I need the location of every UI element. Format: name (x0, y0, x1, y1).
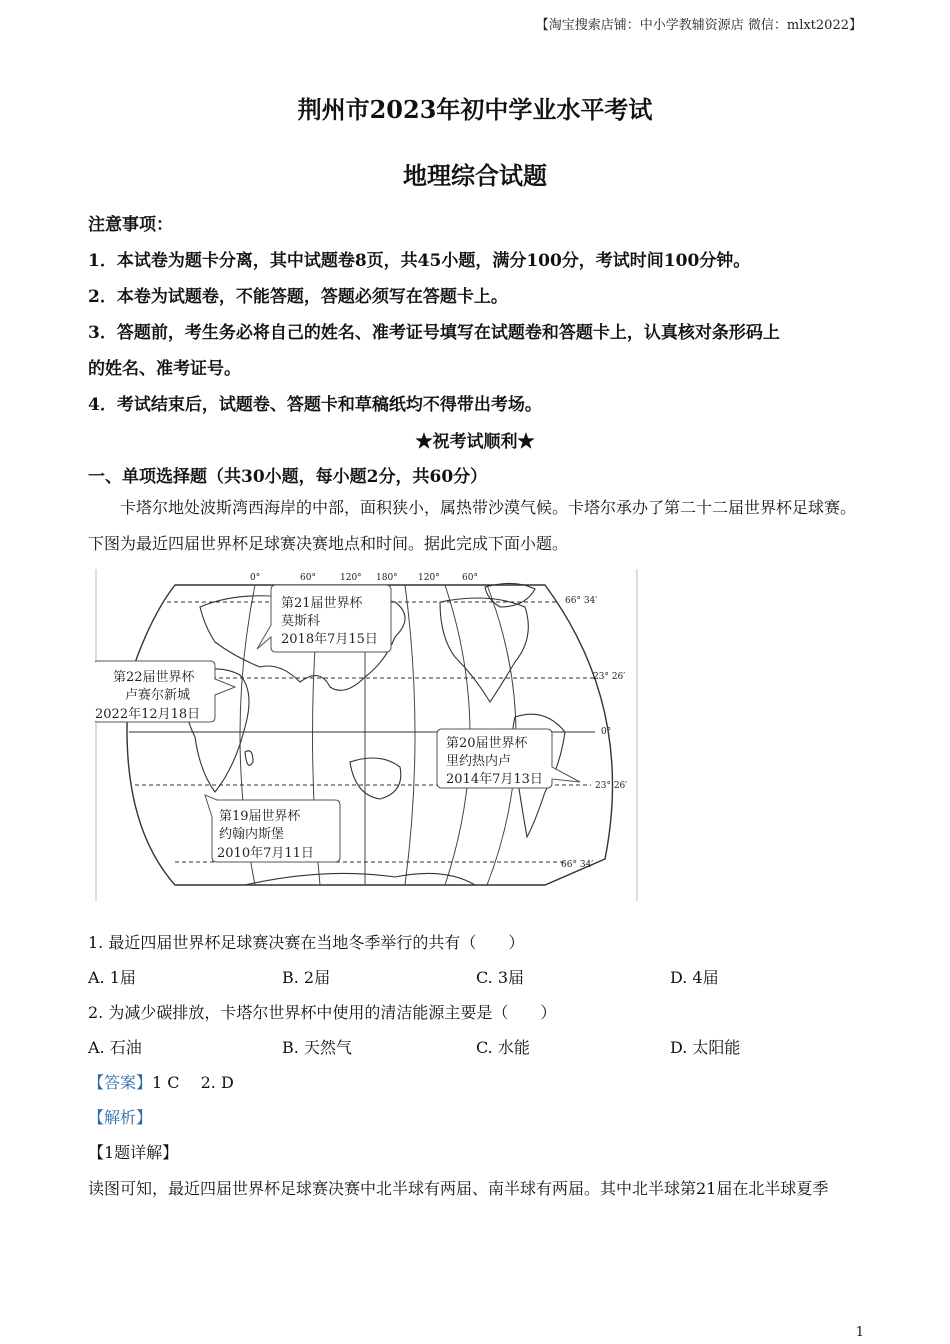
world-map (95, 567, 640, 903)
callout-line: 2018年7月15日 (281, 632, 378, 647)
answer-line (88, 1070, 234, 1093)
callout-lusail (95, 661, 235, 722)
analysis-label: 【解析】 (88, 1108, 153, 1127)
answer-text: 1 C 2. D (152, 1073, 234, 1092)
intro-text: 卡塔尔地处波斯湾西海岸的中部，面积狭小，属热带沙漠气候。卡塔尔承办了第二十二届世界杯足球赛。下图为最近四届世界杯足球赛决赛地点和时间。据此完成下面小题。 (88, 498, 857, 553)
lon-label: 120° (418, 573, 440, 583)
lon-label: 180° (376, 573, 398, 583)
notice-item-4: 4．考试结束后，试题卷、答题卡和草稿纸均不得带出考场。 (88, 395, 542, 415)
lon-label: 60° (462, 573, 478, 583)
good-luck-line: ★祝考试顺利★ (415, 432, 535, 452)
lon-label: 0° (250, 573, 261, 583)
question-2-stem: 2. 为减少碳排放，卡塔尔世界杯中使用的清洁能源主要是（ ） (88, 1003, 557, 1022)
answer-label: 【答案】 (88, 1073, 153, 1092)
callout-line: 2022年12月18日 (95, 707, 201, 722)
detail-text: 读图可知，最近四届世界杯足球赛决赛中北半球有两届、南半球有两届。其中北半球第21届在北半球夏季 (88, 1179, 829, 1198)
callout-line: 约翰内斯堡 (219, 827, 285, 842)
option-d: D. 4届 (670, 968, 719, 987)
option-c: C. 3届 (476, 968, 525, 987)
option-d: D. 太阳能 (670, 1038, 741, 1057)
callout-johannesburg (205, 795, 340, 862)
intro-paragraph (88, 490, 863, 562)
lon-label: 60° (300, 573, 316, 583)
callout-line: 第20届世界杯 (446, 736, 528, 751)
callout-moscow (257, 585, 391, 652)
callout-line: 2014年7月13日 (446, 772, 543, 787)
option-b: B. 天然气 (282, 1038, 352, 1057)
lat-label-antarctic: 66° 34′ (561, 860, 594, 870)
detail-label: 【1题详解】 (88, 1143, 179, 1162)
notice-item-3: 3．答题前，考生务必将自己的姓名、准考证号填写在试题卷和答题卡上，认真核对条形码上 (88, 323, 780, 343)
exam-title: 荆州市2023年初中学业水平考试 (297, 95, 653, 124)
lat-label-equator: 0° (601, 727, 612, 737)
australia-outline (350, 758, 401, 799)
page-number: 1 (855, 1325, 864, 1340)
callout-line: 第22届世界杯 (113, 670, 195, 685)
question-1-stem: 1. 最近四届世界杯足球赛决赛在当地冬季举行的共有（ ） (88, 933, 525, 952)
header-note: 【淘宝搜索店铺：中小学教辅资源店 微信：mlxt2022】 (535, 18, 862, 33)
callout-line: 2010年7月11日 (217, 846, 314, 861)
option-b: B. 2届 (282, 968, 331, 987)
option-c: C. 水能 (476, 1038, 530, 1057)
callout-rio (437, 729, 580, 788)
notice-item-2: 2．本卷为试题卷，不能答题，答题必须写在答题卡上。 (88, 287, 508, 307)
callout-line: 莫斯科 (281, 614, 321, 629)
greenland-outline (485, 583, 535, 607)
lat-label-tropic-n: 23° 26′ (593, 672, 626, 682)
callout-line: 第21届世界杯 (281, 596, 363, 611)
notice-item-3-cont: 的姓名、准考证号。 (88, 359, 241, 379)
option-a: A. 1届 (88, 968, 136, 987)
lat-label-tropic-s: 23° 26′ (595, 781, 628, 791)
callout-line: 卢赛尔新城 (125, 688, 191, 703)
lon-label: 120° (340, 573, 362, 583)
section-heading: 一、单项选择题（共30小题，每小题2分，共60分） (88, 467, 488, 487)
callout-line: 里约热内卢 (446, 754, 512, 769)
callout-line: 第19届世界杯 (219, 809, 301, 824)
madagascar-outline (245, 751, 253, 766)
notice-item-1: 1．本试卷为题卡分离，其中试题卷8页，共45小题，满分100分，考试时间100分钟。 (88, 251, 751, 271)
exam-subtitle: 地理综合试题 (403, 161, 547, 190)
notice-heading: 注意事项： (88, 215, 173, 235)
antarctica-outline (245, 873, 475, 885)
lat-label-arctic: 66° 34′ (565, 596, 598, 606)
option-a: A. 石油 (88, 1038, 142, 1057)
